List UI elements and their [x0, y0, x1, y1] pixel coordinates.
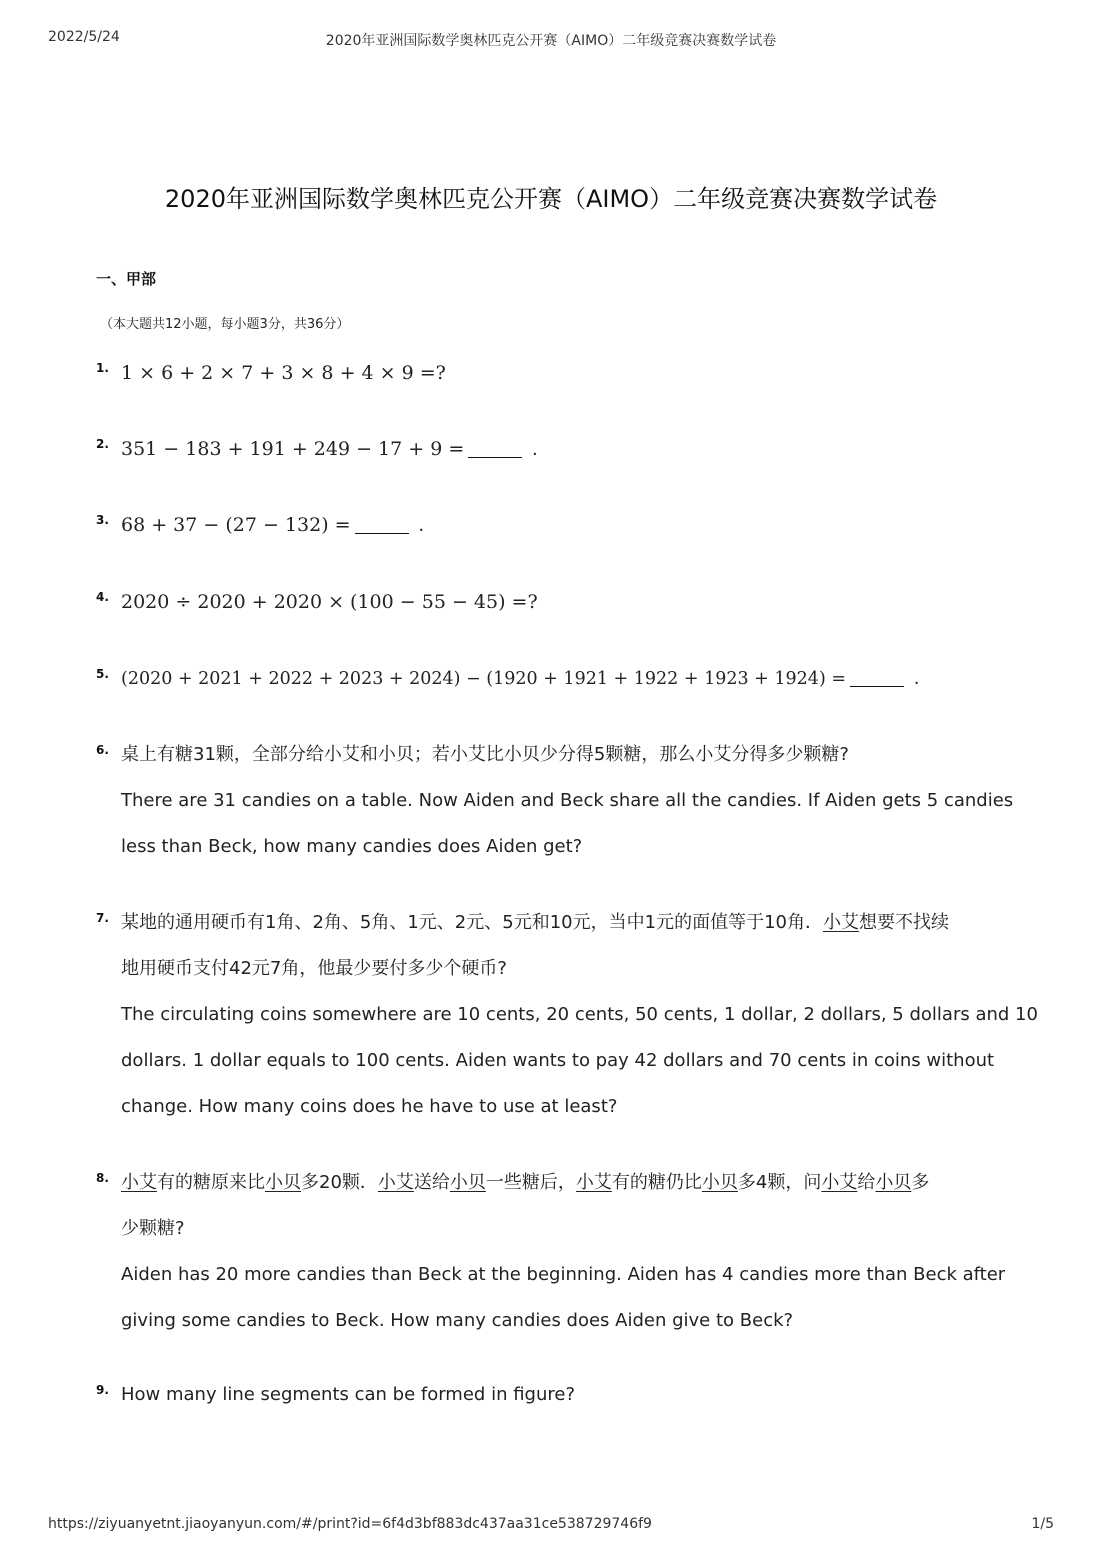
- answer-blank: [355, 515, 409, 534]
- question-text-zh: [121, 900, 1011, 946]
- question-text-en: less than Beck, how many candies does Aiden get?: [121, 836, 583, 857]
- question-number: 2.: [96, 437, 109, 451]
- answer-blank: [850, 668, 904, 687]
- page-title: 2020年亚洲国际数学奥林匹克公开赛（AIMO）二年级竞赛决赛数学试卷: [164, 185, 938, 213]
- text-segment: 送给: [413, 1172, 450, 1193]
- question-expression: 2020 ÷ 2020 + 2020 × (100 − 55 − 45) =?: [121, 591, 538, 613]
- question-number: 9.: [96, 1383, 109, 1397]
- question-text-en: The circulating coins somewhere are 10 cents, 20 cents, 50 cents, 1 dollar, 2 dollars, 5 dollars and 10: [121, 1004, 1038, 1025]
- question-number: 4.: [96, 590, 109, 604]
- question-number: 8.: [96, 1171, 109, 1185]
- question-period: .: [913, 668, 920, 689]
- underlined-name: 小艾: [377, 1172, 414, 1193]
- text-segment: 给: [857, 1172, 876, 1193]
- text-segment: 一些糖后，: [485, 1172, 576, 1193]
- print-date: 2022/5/24: [48, 29, 120, 45]
- underlined-name: 小贝: [701, 1172, 738, 1193]
- underlined-name: 小贝: [265, 1172, 301, 1193]
- question-number: 3.: [96, 513, 109, 527]
- text-segment: 多: [911, 1172, 930, 1193]
- question-number: 6.: [96, 743, 109, 757]
- question-text-en: change. How many coins does he have to use at least?: [121, 1096, 618, 1117]
- underlined-name: 小贝: [875, 1172, 912, 1193]
- section-title: 一、甲部: [96, 270, 157, 288]
- underlined-name: 小艾: [821, 1172, 858, 1193]
- underlined-name: 小艾: [121, 1172, 157, 1193]
- question-expression: (2020 + 2021 + 2022 + 2023 + 2024) − (1920 + 1921 + 1922 + 1923 + 1924) =: [121, 669, 846, 689]
- page-number: 1/5: [1031, 1516, 1054, 1532]
- question-expression: 351 − 183 + 191 + 249 − 17 + 9 =: [121, 438, 465, 460]
- text-segment: 有的糖仍比: [611, 1172, 702, 1193]
- question-number: 7.: [96, 911, 109, 925]
- question-text-zh: [121, 1160, 1011, 1206]
- page-url: https://ziyuanyetnt.jiaoyanyun.com/#/print?id=6f4d3bf883dc437aa31ce538729746f9: [48, 1516, 652, 1532]
- print-header-title: 2020年亚洲国际数学奥林匹克公开赛（AIMO）二年级竞赛决赛数学试卷: [325, 33, 777, 49]
- question-text-zh: 桌上有糖31颗，全部分给小艾和小贝；若小艾比小贝少分得5颗糖，那么小艾分得多少颗糖?: [121, 744, 849, 765]
- question-text-en: dollars. 1 dollar equals to 100 cents. Aiden wants to pay 42 dollars and 70 cents in coins without: [121, 1050, 995, 1071]
- text-segment: 多20颗．: [301, 1172, 378, 1193]
- question-number: 5.: [96, 667, 109, 681]
- question-text-zh: 地用硬币支付42元7角，他最少要付多少个硬币?: [121, 958, 507, 979]
- text-segment: 有的糖原来比: [157, 1172, 265, 1193]
- section-note: （本大题共12小题，每小题3分，共36分）: [100, 317, 350, 332]
- question-text-en: How many line segments can be formed in figure?: [121, 1384, 575, 1405]
- question-period: .: [418, 515, 425, 536]
- question-expression: 68 + 37 − (27 − 132) =: [121, 514, 351, 536]
- question-text-en: giving some candies to Beck. How many candies does Aiden give to Beck?: [121, 1310, 794, 1331]
- question-text-en: There are 31 candies on a table. Now Aiden and Beck share all the candies. If Aiden gets 5 candies: [121, 790, 1014, 811]
- text-segment: 想要不找续: [858, 912, 949, 933]
- text-segment: 某地的通用硬币有1角、2角、5角、1元、2元、5元和10元，当中1元的面值等于10角．: [121, 912, 823, 933]
- underlined-name: 小贝: [449, 1172, 486, 1193]
- underlined-name: 小艾: [822, 912, 859, 933]
- underlined-name: 小艾: [575, 1172, 612, 1193]
- answer-blank: [468, 439, 522, 458]
- question-number: 1.: [96, 361, 109, 375]
- question-expression: 1 × 6 + 2 × 7 + 3 × 8 + 4 × 9 =?: [121, 362, 446, 384]
- question-period: .: [532, 439, 538, 460]
- question-text-en: Aiden has 20 more candies than Beck at the beginning. Aiden has 4 candies more than Beck after: [121, 1264, 1006, 1285]
- question-text-zh: 少颗糖?: [121, 1218, 185, 1239]
- text-segment: 多4颗，问: [737, 1172, 822, 1193]
